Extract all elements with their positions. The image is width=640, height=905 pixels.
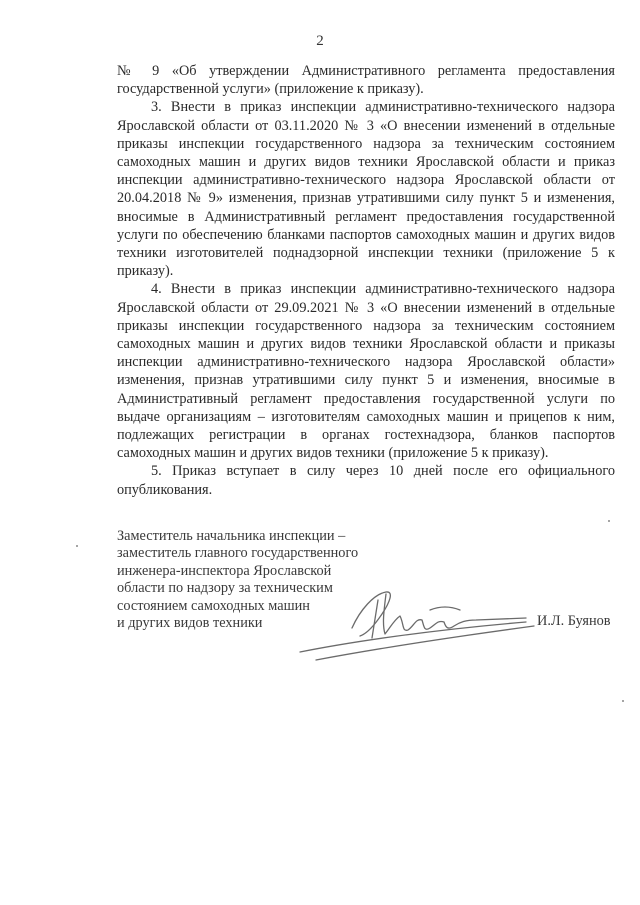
signer-position-line: и других видов техники bbox=[117, 615, 263, 632]
signer-position-line: заместитель главного государственного bbox=[117, 545, 359, 562]
paragraph-item-5: 5. Приказ вступает в силу через 10 дней после его официального опубликования. bbox=[117, 463, 615, 498]
signer-position-line: инженера-инспектора Ярославской bbox=[117, 562, 332, 579]
document-body bbox=[117, 62, 615, 499]
scan-speck bbox=[622, 700, 624, 702]
signer-position-line: Заместитель начальника инспекции – bbox=[117, 528, 346, 544]
handwritten-signature bbox=[290, 580, 550, 670]
paragraph-item-3: 3. Внести в приказ инспекции административно-технического надзора Ярославской области от 03.11.2020 № 3 «О внесении изменений в отдельные приказы инспекции государственного надзора за техническим состоянием самоходных машин и других видов техники Ярославской области и приказ инспекции административно-технического надзора Ярославской области от 20.04.2018 № 9» изменения, признав утратившими силу пункт 5 и изменения, вносимые в Административный регламент предоставления государственной услуги по обеспечению бланками паспортов самоходных машин и других видов техники изготовителей поднадзорной инспекции техники (приложение 5 к приказу). bbox=[117, 99, 615, 280]
signer-position-line: состоянием самоходных машин bbox=[117, 597, 310, 614]
page-number: 2 bbox=[316, 33, 324, 49]
scan-speck bbox=[608, 520, 610, 522]
paragraph-item-4: 4. Внести в приказ инспекции административно-технического надзора Ярославской области от 29.09.2021 № 3 «О внесении изменений в отдельные приказы инспекции государственного надзора за техническим состоянием самоходных машин и других видов техники Ярославской области и приказы инспекции административно-технического надзора Ярославской области» изменения, признав утратившими силу пункт 5 и изменения, вносимые в Административный регламент предоставления государственной услуги по выдаче организациям – изготовителям самоходных машин и прицепов к ним, подлежащих регистрации в органах гостехнадзора, бланков паспортов самоходных машин и других видов техники (приложение 5 к приказу). bbox=[117, 281, 615, 462]
paragraph-continuation: № 9 «Об утверждении Административного регламента предоставления государственной услуги» (приложение к приказу). bbox=[117, 63, 615, 98]
scan-speck bbox=[76, 545, 78, 547]
signer-name: И.Л. Буянов bbox=[537, 613, 611, 629]
signer-position-line: области по надзору за техническим bbox=[117, 580, 333, 597]
